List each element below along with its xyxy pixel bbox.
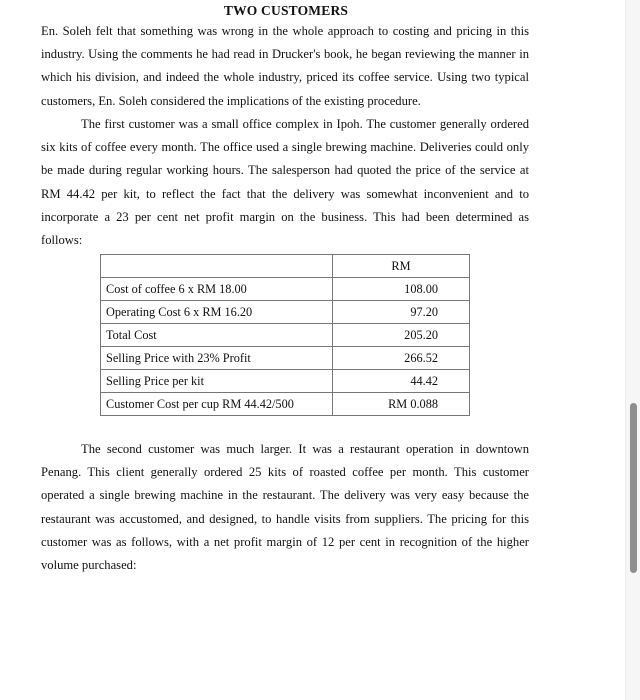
paragraph-second-customer: The second customer was much larger. It was a restaurant operation in downtown Penang. This client generally ordered 25 kits of roasted coffee per month. This customer operated a single brewing machine in the restaurant. The delivery was very easy because the restaurant was accustomed, and designed, to handle visits from suppliers. The pricing for this customer was as follows, with a net profit margin of 12 per cent in recognition of the higher volume purchased: xyxy=(41,442,529,573)
paragraph-intro: En. Soleh felt that something was wrong in the whole approach to costing and pricing in this industry. Using the comments he had read in Drucker's book, he began reviewing the manner in which his division, and indeed the whole industry, priced its coffee service. Using two typical customers, En. Soleh considered the implications of the existing procedure. xyxy=(41,24,529,108)
table-row xyxy=(101,278,470,301)
table-row xyxy=(101,301,470,324)
table-header-label xyxy=(101,255,333,278)
table-row-label: Total Cost xyxy=(101,324,333,347)
table-row-value: RM 0.088 xyxy=(333,393,470,416)
table-row xyxy=(101,347,470,370)
table-header-currency: RM xyxy=(333,255,470,278)
table-row-label: Selling Price with 23% Profit xyxy=(101,347,333,370)
table-row xyxy=(101,370,470,393)
table-row-label: Selling Price per kit xyxy=(101,370,333,393)
scrollbar-thumb[interactable] xyxy=(630,403,637,573)
cost-table xyxy=(100,254,470,416)
document-title: TWO CUSTOMERS xyxy=(223,3,349,18)
table-row xyxy=(101,324,470,347)
table-row-value: 108.00 xyxy=(333,278,470,301)
table-header-row xyxy=(101,255,470,278)
table-row-value: 205.20 xyxy=(333,324,470,347)
table-row-value: 97.20 xyxy=(333,301,470,324)
table-row-value: 266.52 xyxy=(333,347,470,370)
paragraph-first-customer: The first customer was a small office complex in Ipoh. The customer generally ordered six kits of coffee every month. The office used a single brewing machine. Deliveries could only be made during regular working hours. The salesperson had quoted the price of the service at RM 44.42 per kit, to reflect the fact that the delivery was somewhat inconvenient and to incorporate a 23 per cent net profit margin on the business. This had been determined as follows: xyxy=(41,117,529,248)
table-row-label: Cost of coffee 6 x RM 18.00 xyxy=(101,278,333,301)
table-row xyxy=(101,393,470,416)
table-row-label: Customer Cost per cup RM 44.42/500 xyxy=(101,393,333,416)
table-row-value: 44.42 xyxy=(333,370,470,393)
vertical-scrollbar[interactable] xyxy=(625,0,640,700)
table-row-label: Operating Cost 6 x RM 16.20 xyxy=(101,301,333,324)
